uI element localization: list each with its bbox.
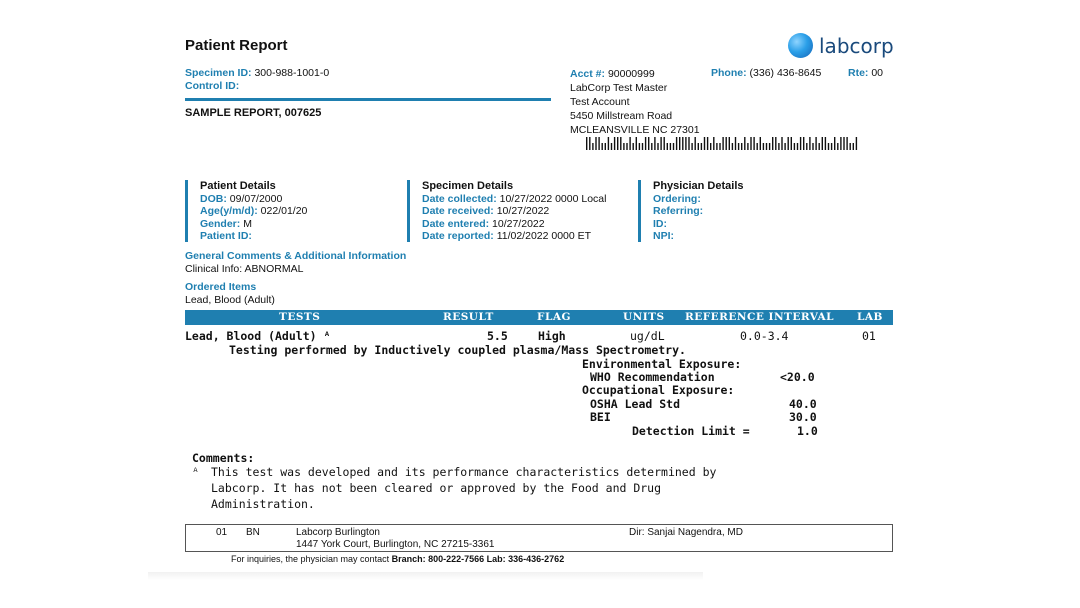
results-table-header [185,310,893,325]
bei-label: BEI [590,410,611,424]
barcode-bar [806,143,807,150]
postal-barcode [586,137,861,150]
barcode-bar [589,137,590,150]
barcode-bar [636,137,637,150]
barcode-bar [685,137,686,150]
gender-value: M [243,217,252,230]
labcorp-logo [788,33,894,58]
barcode-bar [592,143,593,150]
header-divider [185,98,551,101]
referring-label: Referring: [653,205,704,217]
phone-value: (336) 436-8645 [749,67,822,79]
barcode-bar [620,137,621,150]
barcode-bar [775,137,776,150]
acct-label: Acct #: [570,68,606,80]
patient-id-label: Patient ID: [200,230,252,242]
patient-details-heading: Patient Details [200,180,276,192]
barcode-bar [781,137,782,150]
barcode-bar [701,143,702,150]
test-flag: High [538,329,566,343]
barcode-bar [648,137,649,150]
env-exposure-heading: Environmental Exposure: [582,357,742,371]
barcode-bar [837,143,838,150]
npi-label: NPI: [653,230,674,242]
test-name: Lead, Blood (Adult) ᴬ [185,329,331,343]
reported-label: Date reported: [422,230,494,242]
barcode-bar [719,143,720,150]
phone-label: Phone: [711,67,747,79]
age-label: Age(y/m/d): [200,205,258,217]
inquiry-numbers: Branch: 800-222-7566 Lab: 336-436-2762 [391,554,565,564]
barcode-bar [614,137,615,150]
barcode-bar [788,137,789,150]
lab-name: Labcorp Burlington [296,527,380,538]
lab-address: 1447 York Court, Burlington, NC 27215-3361 [296,539,495,550]
barcode-bar [629,137,630,150]
barcode-bar [595,137,596,150]
barcode-bar [791,137,792,150]
account-sub: Test Account [570,96,630,108]
inquiry-note [231,554,564,564]
account-city: MCLEANSVILLE NC 27301 [570,124,700,136]
page-edge-shadow [148,572,703,580]
barcode-bar [763,143,764,150]
barcode-bar [676,137,677,150]
barcode-bar [682,137,683,150]
barcode-bar [710,143,711,150]
general-comments-heading: General Comments & Additional Information [185,250,407,262]
physician-id-label: ID: [653,217,667,230]
logo-text: labcorp [819,33,894,58]
logo-circle-icon [788,33,813,58]
gender-label: Gender: [200,217,241,230]
page-title: Patient Report [185,37,288,54]
barcode-bar [667,143,668,150]
occ-exposure-heading: Occupational Exposure: [582,383,735,397]
barcode-bar [654,137,655,150]
dob-value: 09/07/2000 [229,192,283,205]
barcode-bar [586,137,587,150]
barcode-bar [809,137,810,150]
comment-line-1: This test was developed and its performance characteristics determined by [211,465,717,479]
physician-details [638,180,744,242]
who-label: WHO Recommendation [590,370,715,384]
barcode-bar [843,137,844,150]
detection-label: Detection Limit = [632,424,750,438]
barcode-bar [691,143,692,150]
barcode-bar [688,137,689,150]
osha-label: OSHA Lead Std [590,397,681,411]
account-block [570,67,700,137]
barcode-bar [757,143,758,150]
barcode-bar [670,143,671,150]
barcode-bar [598,137,599,150]
method-note: Testing performed by Inductively coupled plasma/Mass Spectrometry. [229,343,686,357]
barcode-bar [747,143,748,150]
barcode-bar [753,137,754,150]
comment-line-2: Labcorp. It has not been cleared or approved by the Food and Drug [211,481,662,495]
entered-label: Date entered: [422,217,490,230]
barcode-bar [657,143,658,150]
phone-row [711,67,821,79]
bei-value: 30.0 [789,410,817,424]
patient-details [185,180,307,242]
barcode-bar [766,143,767,150]
physician-details-heading: Physician Details [653,180,744,192]
route-row [848,67,883,79]
barcode-bar [602,143,603,150]
clinical-info: Clinical Info: ABNORMAL [185,263,304,275]
dob-label: DOB: [200,192,227,205]
specimen-details-heading: Specimen Details [422,180,514,192]
received-label: Date received: [422,205,494,217]
barcode-bar [645,137,646,150]
collected-label: Date collected: [422,192,497,205]
received-value: 10/27/2022 [496,205,550,217]
ordered-items-heading: Ordered Items [185,281,257,293]
barcode-bar [819,143,820,150]
barcode-bar [853,143,854,150]
barcode-bar [698,143,699,150]
barcode-bar [626,143,627,150]
specimen-id-value: 300-988-1001-0 [254,67,330,79]
acct-number: 90000999 [607,68,655,80]
barcode-bar [812,143,813,150]
barcode-bar [633,143,634,150]
barcode-bar [760,137,761,150]
barcode-bar [608,137,609,150]
barcode-bar [664,137,665,150]
ordering-label: Ordering: [653,192,701,205]
reported-value: 11/02/2022 0000 ET [496,230,592,242]
inquiry-prefix: For inquiries, the physician may contact [231,554,390,564]
barcode-bar [611,143,612,150]
barcode-bar [784,143,785,150]
barcode-bar [850,143,851,150]
barcode-bar [772,137,773,150]
barcode-bar [713,137,714,150]
barcode-bar [617,137,618,150]
col-header-flag: FLAG [537,311,571,323]
barcode-bar [741,143,742,150]
barcode-bar [660,137,661,150]
barcode-bar [846,137,847,150]
specimen-id-row [185,67,329,79]
osha-value: 40.0 [789,397,817,411]
barcode-bar [651,143,652,150]
barcode-bar [828,143,829,150]
barcode-bar [738,143,739,150]
test-lab: 01 [862,329,876,343]
collected-value: 10/27/2022 0000 Local [499,192,607,205]
barcode-bar [825,137,826,150]
barcode-bar [831,143,832,150]
ordered-item: Lead, Blood (Adult) [185,294,275,306]
rte-value: 00 [871,67,884,79]
test-units: ug/dL [630,329,665,343]
who-value: <20.0 [780,370,815,384]
col-header-lab: LAB [857,311,883,323]
account-street: 5450 Millstream Road [570,110,673,122]
barcode-bar [822,137,823,150]
barcode-bar [707,137,708,150]
barcode-bar [778,143,779,150]
barcode-bar [605,143,606,150]
barcode-bar [695,137,696,150]
detection-value: 1.0 [797,424,818,438]
barcode-bar [840,137,841,150]
comment-line-3: Administration. [211,497,315,511]
control-id-label: Control ID: [185,80,240,92]
barcode-bar [673,143,674,150]
barcode-bar [716,143,717,150]
col-header-units: UNITS [623,311,665,323]
lab-code: 01 [216,527,228,538]
performing-lab-box [185,524,893,552]
sample-report-label: SAMPLE REPORT, 007625 [185,107,322,119]
barcode-bar [794,143,795,150]
barcode-bar [856,137,857,150]
barcode-bar [722,137,723,150]
barcode-bar [639,143,640,150]
specimen-details [407,180,606,242]
col-header-tests: TESTS [279,311,321,323]
comments-heading: Comments: [192,451,255,465]
barcode-bar [735,137,736,150]
barcode-bar [704,137,705,150]
age-value: 022/01/20 [260,205,308,217]
barcode-bar [744,137,745,150]
test-reference: 0.0-3.4 [740,329,789,343]
entered-value: 10/27/2022 [492,217,545,230]
barcode-bar [726,137,727,150]
rte-label: Rte: [848,67,869,79]
comment-marker: ᴬ [192,465,199,479]
barcode-bar [815,137,816,150]
barcode-bar [642,143,643,150]
lab-director: Dir: Sanjai Nagendra, MD [629,527,743,538]
specimen-id-label: Specimen ID: [185,67,252,79]
barcode-bar [800,137,801,150]
barcode-bar [750,137,751,150]
site-code: BN [246,527,260,538]
col-header-result: RESULT [443,311,494,323]
barcode-bar [732,143,733,150]
barcode-bar [769,143,770,150]
account-name: LabCorp Test Master [570,82,668,94]
barcode-bar [797,143,798,150]
barcode-bar [803,137,804,150]
barcode-bar [729,137,730,150]
barcode-bar [623,143,624,150]
test-result: 5.5 [487,329,508,343]
barcode-bar [834,137,835,150]
col-header-reference: REFERENCE INTERVAL [685,311,835,323]
barcode-bar [679,137,680,150]
